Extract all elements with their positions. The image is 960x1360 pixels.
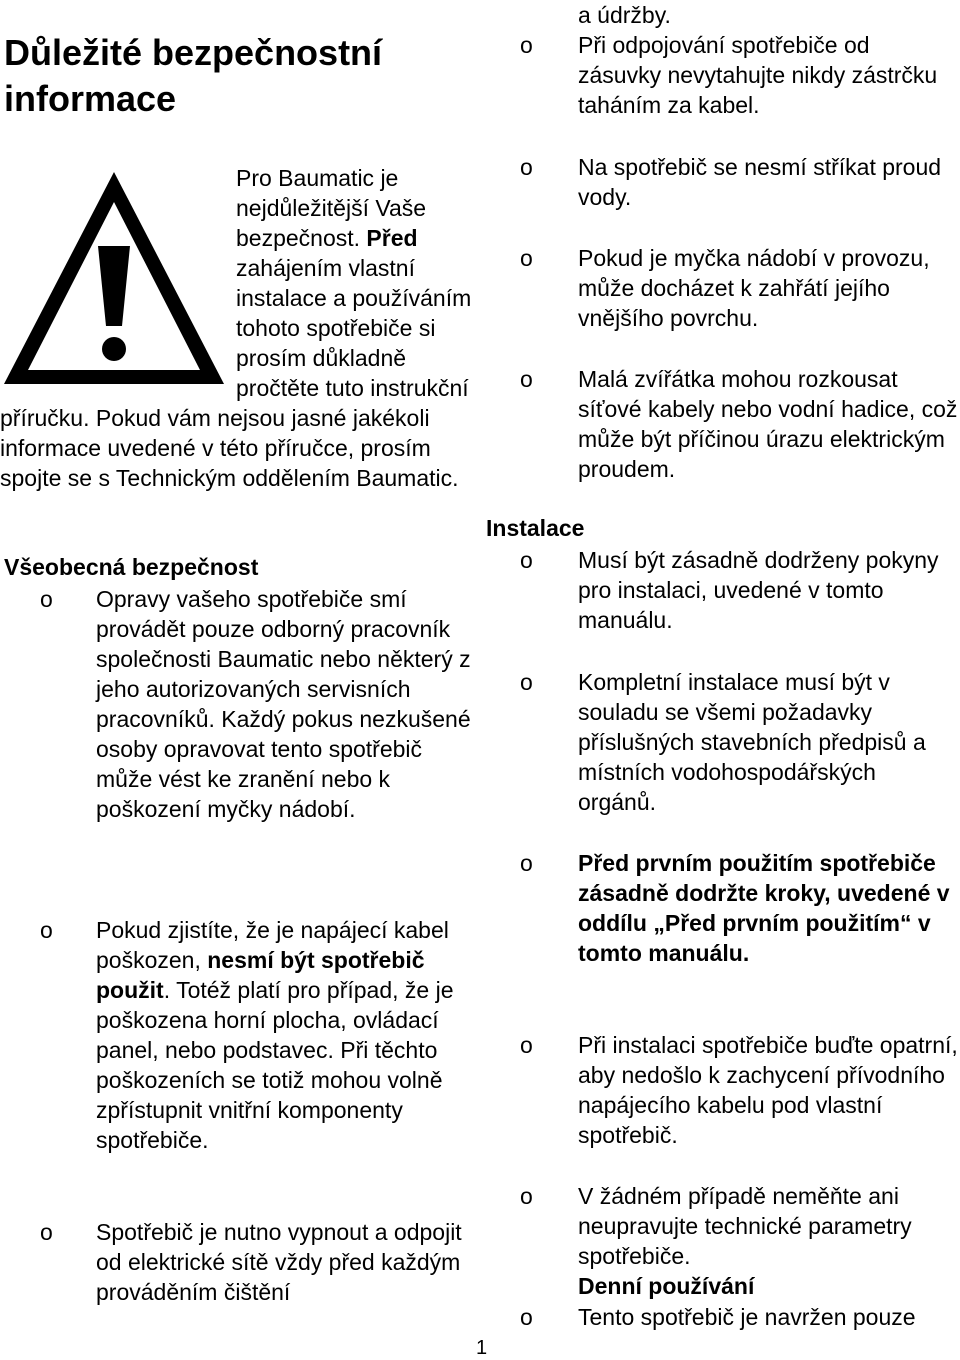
list-item: o Kompletní instalace musí být v souladu se všemi požadavky příslušných stavebních předpisů a místních vodohospodářských orgánů. bbox=[520, 669, 926, 815]
bullet-marker: o bbox=[520, 154, 533, 180]
bullet-marker: o bbox=[40, 586, 53, 612]
list-item: o V žádném případě neměňte ani neupravujte technické parametry spotřebiče. bbox=[520, 1183, 912, 1269]
intro-paragraph: Pro Baumatic je nejdůležitější Vaše bezpečnost. Před zahájením vlastní instalace a používáním tohoto spotřebiče si prosím důkladně pročtěte tuto instrukční příručku. Pokud vám nejsou jasné jakékoli informace uvedené v této příručce, prosím spojte se s Technickým oddělením Baumatic. bbox=[0, 165, 472, 491]
list-item: o Na spotřebič se nesmí stříkat proud vody. bbox=[520, 154, 942, 210]
bullet-marker: o bbox=[520, 1032, 533, 1058]
bullet-marker: o bbox=[520, 245, 533, 271]
bullet-marker: o bbox=[520, 547, 533, 573]
installation-heading: Instalace bbox=[486, 515, 585, 541]
bullet-marker: o bbox=[40, 917, 53, 943]
bullet-marker: o bbox=[520, 1183, 533, 1209]
bullet-marker: o bbox=[520, 850, 533, 876]
list-item: o Spotřebič je nutno vypnout a odpojit od elektrické sítě vždy před každým prováděním čištění bbox=[40, 1219, 462, 1305]
list-item: o Malá zvířátka mohou rozkousat síťové kabely nebo vodní hadice, což může být příčinou úrazu elektrickým proudem. bbox=[520, 366, 958, 482]
list-item: o Opravy vašeho spotřebiče smí provádět pouze odborný pracovník společnosti Baumatic nebo některý z jeho autorizovaných servisních pracovníků. Každý pokus nezkušené osoby opravovat tento spotřebič může vést ke zranění nebo k poškození myčky nádobí. bbox=[40, 586, 471, 822]
list-item: o Při instalaci spotřebiče buďte opatrní, aby nedošlo k zachycení přívodního napájecího kabelu pod vlastní spotřebič. bbox=[520, 1032, 958, 1148]
list-item: o Tento spotřebič je navržen pouze bbox=[520, 1304, 916, 1330]
bullet-marker: o bbox=[520, 1304, 533, 1330]
general-safety-heading: Všeobecná bezpečnost bbox=[4, 554, 259, 580]
page-title: Důležité bezpečnostní informace bbox=[4, 32, 383, 119]
bullet-marker: o bbox=[520, 669, 533, 695]
daily-use-heading: Denní používání bbox=[578, 1273, 755, 1299]
list-item: o Pokud je myčka nádobí v provozu, může docházet k zahřátí jejího vnějšího povrchu. bbox=[520, 245, 930, 331]
page-number: 1 bbox=[476, 1337, 488, 1359]
bullet-marker: o bbox=[40, 1219, 53, 1245]
bullet-marker: o bbox=[520, 366, 533, 392]
list-item: o Před prvním použitím spotřebiče zásadně dodržte kroky, uvedené v oddílu „Před prvním použitím“ v tomto manuálu. bbox=[520, 850, 950, 966]
bullet-marker: o bbox=[520, 32, 533, 58]
list-item: o Pokud zjistíte, že je napájecí kabel poškozen, nesmí být spotřebič použit. Totéž platí pro případ, že je poškozena horní plocha, ovládací panel, nebo podstavec. Při těchto poškozeních se totiž mohou volně zpřístupnit vnitřní komponenty spotřebiče. bbox=[40, 917, 454, 1153]
list-item: o Při odpojování spotřebiče od zásuvky nevytahujte nikdy zástrčku taháním za kabel. bbox=[520, 32, 938, 118]
list-item-continuation: a údržby. bbox=[578, 2, 671, 28]
list-item: o Musí být zásadně dodrženy pokyny pro instalaci, uvedené v tomto manuálu. bbox=[520, 547, 939, 633]
